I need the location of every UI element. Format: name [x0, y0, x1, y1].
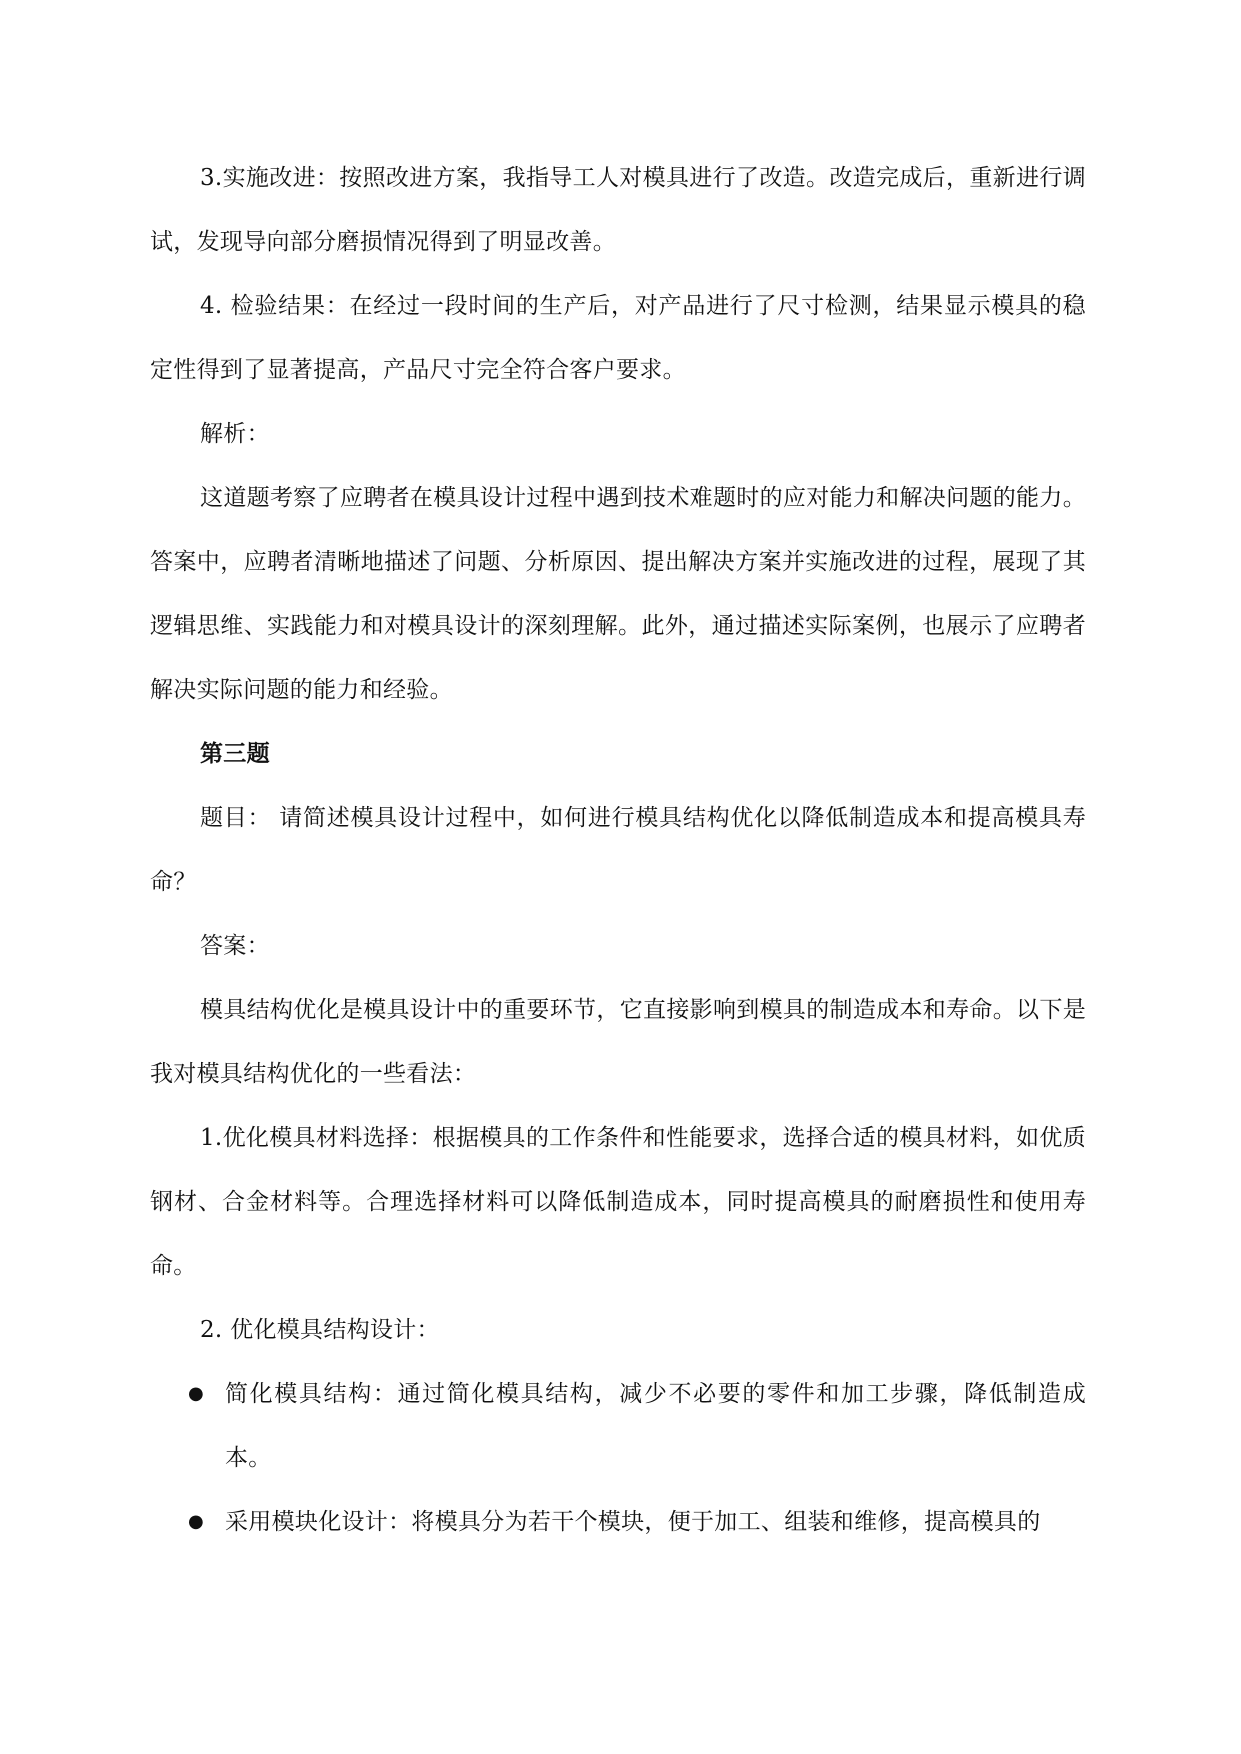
- paragraph-step-4-inspection: 4. 检验结果：在经过一段时间的生产后，对产品进行了尺寸检测，结果显示模具的稳定性得到了显著提高，产品尺寸完全符合客户要求。: [150, 293, 1086, 383]
- section-heading-question-3: 第三题: [200, 740, 270, 767]
- bullet-icon: ●: [188, 1511, 205, 1532]
- paragraph-analysis-label: 解析：: [200, 421, 270, 447]
- bullet-item: [150, 1362, 1086, 1490]
- document-body: [150, 146, 1086, 1554]
- paragraph-step-3-implement: 3.实施改进：按照改进方案，我指导工人对模具进行了改造。改造完成后，重新进行调试，发现导向部分磨损情况得到了明显改善。: [150, 165, 1086, 255]
- bullet-item: [150, 1490, 1086, 1554]
- paragraph-point-2-structure: 2. 优化模具结构设计：: [200, 1317, 440, 1343]
- bullet-list: [150, 1362, 1086, 1554]
- bullet-text: 采用模块化设计：将模具分为若干个模块，便于加工、组装和维修，提高模具的: [225, 1509, 1041, 1535]
- paragraph-question: 题目： 请简述模具设计过程中，如何进行模具结构优化以降低制造成本和提高模具寿命？: [150, 805, 1086, 895]
- paragraph-point-1-material: 1.优化模具材料选择：根据模具的工作条件和性能要求，选择合适的模具材料，如优质钢材、合金材料等。合理选择材料可以降低制造成本，同时提高模具的耐磨损性和使用寿命。: [150, 1125, 1086, 1279]
- bullet-icon: ●: [188, 1383, 205, 1404]
- paragraph-analysis-body: 这道题考察了应聘者在模具设计过程中遇到技术难题时的应对能力和解决问题的能力。答案中，应聘者清晰地描述了问题、分析原因、提出解决方案并实施改进的过程，展现了其逻辑思维、实践能力和对模具设计的深刻理解。此外，通过描述实际案例，也展示了应聘者解决实际问题的能力和经验。: [150, 485, 1086, 703]
- paragraph-answer-label: 答案：: [200, 933, 270, 959]
- bullet-text: 简化模具结构：通过简化模具结构，减少不必要的零件和加工步骤，降低制造成本。: [225, 1381, 1086, 1471]
- paragraph-answer-intro: 模具结构优化是模具设计中的重要环节，它直接影响到模具的制造成本和寿命。以下是我对模具结构优化的一些看法：: [150, 997, 1086, 1087]
